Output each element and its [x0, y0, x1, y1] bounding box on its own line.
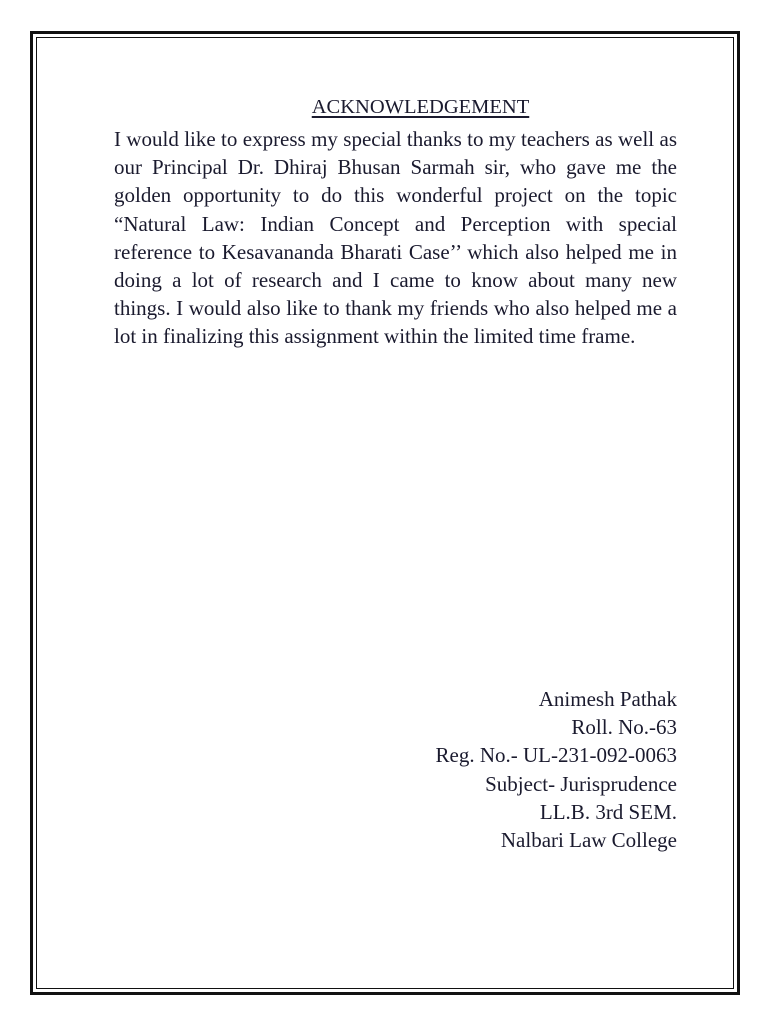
author-name: Animesh Pathak — [538, 687, 677, 711]
signature-block — [257, 685, 677, 854]
document-title: ACKNOWLEDGEMENT — [311, 96, 530, 118]
college-name: Nalbari Law College — [500, 828, 677, 853]
course-line: LL.B. 3rd SEM. — [539, 799, 677, 824]
acknowledgement-paragraph: I would like to express my special thanks to my teachers as well as our Principal Dr. Dhiraj Bhusan Sarmah sir, who gave me the golden opportunity to do this wonderful project on the topic “Natural Law: Indian Concept and Perception with special reference to Kesavananda Bharati Case’’ which also helped me in doing a lot of research and I came to know about many new things. I would also like to thank my friends who also helped me a lot in finalizing this assignment within the limited time frame. — [114, 127, 677, 349]
subject-line: Subject- Jurisprudence — [485, 771, 677, 796]
roll-number: Roll. No.-63 — [571, 715, 677, 740]
registration-number: Reg. No.- UL-231-092-0063 — [435, 743, 677, 768]
acknowledgement-section — [114, 92, 677, 351]
